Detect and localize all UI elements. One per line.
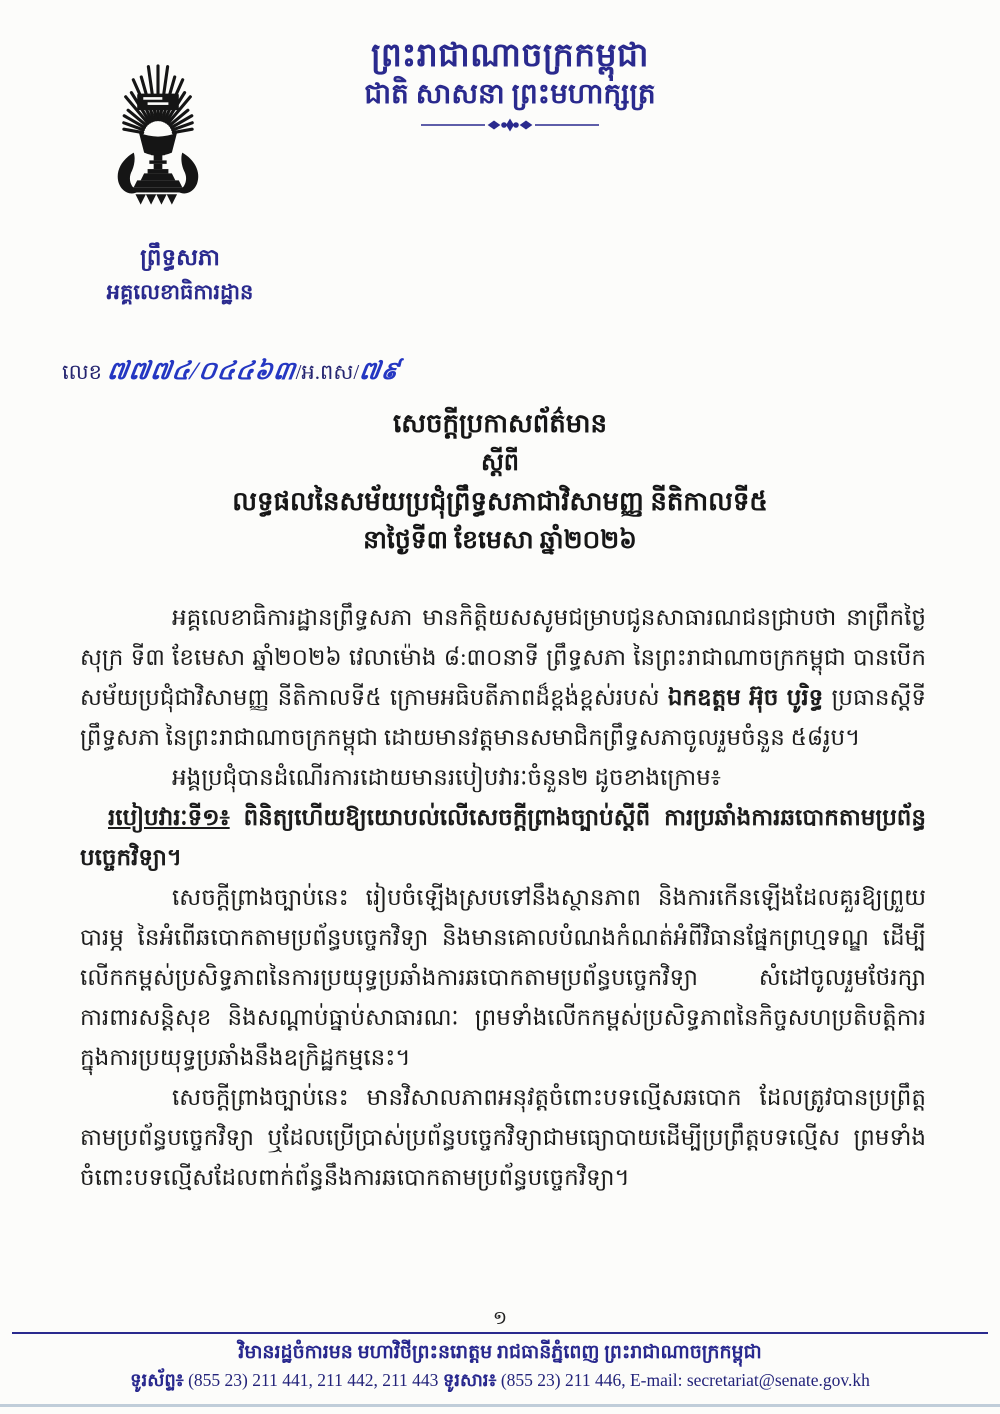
subject-line: លទ្ធផលនៃសម័យប្រជុំព្រឹទ្ធសភាជាវិសាមញ្ញ នីតិកាលទី៥ (232, 487, 768, 516)
kingdom-title: ព្រះរាជាណាចក្រកម្ពុជា (371, 38, 649, 74)
national-motto: ជាតិ សាសនា ព្រះមហាក្សត្រ (364, 79, 656, 110)
footer-contact (0, 1368, 1000, 1395)
senate-name: ព្រឹទ្ធសភា (140, 245, 220, 270)
header-divider-icon (160, 118, 860, 137)
footer-divider (12, 1332, 988, 1334)
subject-label: ស្តីពី (480, 450, 520, 476)
paragraph-draft-law-purpose: សេចក្តីព្រាងច្បាប់នេះ រៀបចំឡើងស្របទៅនឹងស្ថានភាព និងការកើនឡើងដែលគួរឱ្យព្រួយបារម្ភ នៃអំពើឆបោកតាមប្រព័ន្ធបច្ចេកវិទ្យា និងមានគោលបំណងកំណត់អំពីវិធានផ្នែកព្រហ្មទណ្ឌ ដើម្បីលើកកម្ពស់ប្រសិទ្ធភាពនៃការប្រយុទ្ធប្រឆាំងការឆបោកតាមប្រព័ន្ធបច្ចេកវិទ្យា សំដៅចូលរួមថែរក្សាការពារសន្តិសុខ និងសណ្តាប់ធ្នាប់សាធារណៈ ព្រមទាំងលើកកម្ពស់ប្រសិទ្ធភាពនៃកិច្ចសហប្រតិបត្តិការក្នុងការប្រយុទ្ធប្រឆាំងនឹងឧក្រិដ្ឋកម្មនេះ។ (80, 885, 926, 1070)
paragraph-draft-law-scope: សេចក្តីព្រាងច្បាប់នេះ មានវិសាលភាពអនុវត្តចំពោះបទល្មើសឆបោក ដែលត្រូវបានប្រព្រឹត្តតាមប្រព័ន្ធបច្ចេកវិទ្យា ឬដែលប្រើប្រាស់ប្រព័ន្ធបច្ចេកវិទ្យាជាមធ្យោបាយដើម្បីប្រព្រឹត្តបទល្មើស ព្រមទាំងចំពោះបទល្មើសដែលពាក់ព័ន្ធនឹងការឆបោកតាមប្រព័ន្ធបច្ចេកវិទ្យា។ (80, 1085, 926, 1190)
reference-office-code: /អ.ពស/ (295, 360, 360, 384)
phone-numbers: (855 23) 211 441, 211 442, 211 443 (188, 1370, 439, 1390)
title-block (0, 404, 1000, 560)
paragraph-intro: អគ្គលេខាធិការដ្ឋានព្រឹទ្ធសភា មានកិត្តិយសសូមជម្រាបជូនសាធារណជនជ្រាបថា នាព្រឹកថ្ងៃសុក្រ ទី៣ ខែមេសា ឆ្នាំ២០២៦ វេលាម៉ោង ៨:៣០នាទី ព្រឹទ្ធសភា នៃព្រះរាជាណាចក្រកម្ពុជា បានបើកសម័យប្រជុំជាវិសាមញ្ញ នីតិកាលទី៥ ក្រោមអធិបតីភាពដ៏ខ្ពង់ខ្ពស់របស់ ឯកឧត្តម អ៊ុច បូរិទ្ធ ប្រធានស្តីទីព្រឹទ្ធសភា នៃព្រះរាជាណាចក្រកម្ពុជា ដោយមានវត្តមានសមាជិកព្រឹទ្ធសភាចូលរួមចំនួន ៥៨រូប។ (80, 605, 926, 750)
email-address: secretariat@senate.gov.kh (686, 1370, 870, 1390)
reference-suffix-handwritten: ៧៩ (357, 358, 402, 385)
agenda-item-1: របៀបវារៈទី១៖ ពិនិត្យហើយឱ្យយោបល់លើសេចក្តីព្រាងច្បាប់ស្តីពី ការប្រឆាំងការឆបោកតាមប្រព័ន្ធបច្ចេកវិទ្យា។ (80, 805, 926, 870)
document-header (160, 36, 860, 137)
reference-line (62, 356, 402, 392)
footer-address: វិមានរដ្ឋចំការមន មហាវិថីព្រះនរោត្តម រាជធានីភ្នំពេញ ព្រះរាជាណាចក្រកម្ពុជា (238, 1342, 762, 1363)
scan-bottom-edge (0, 1404, 1000, 1407)
secretariat-name: អគ្គលេខាធិការដ្ឋាន (106, 280, 254, 304)
issuing-organization (28, 240, 332, 308)
fax-numbers: (855 23) 211 446, (500, 1370, 626, 1390)
page-number: ១ (492, 1308, 508, 1329)
email-label: E-mail: (629, 1370, 683, 1390)
reference-prefix: លេខ (62, 360, 102, 384)
press-release-title: សេចក្តីប្រកាសព័ត៌មាន (392, 409, 608, 438)
paragraph-agenda-count: អង្គប្រជុំបានដំណើរការដោយមានរបៀបវារៈចំនួន២ ដូចខាងក្រោម៖ (172, 765, 721, 790)
phone-label: ទូរស័ព្ទ៖ (130, 1370, 184, 1390)
fax-label: ទូរសារ៖ (442, 1370, 497, 1390)
reference-number-handwritten: ៧៧៧៤/០៤៤៦៣ (105, 358, 298, 385)
session-date-line: នាថ្ងៃទី៣ ខែមេសា ឆ្នាំ២០២៦ (363, 527, 637, 554)
document-body (80, 598, 926, 1198)
